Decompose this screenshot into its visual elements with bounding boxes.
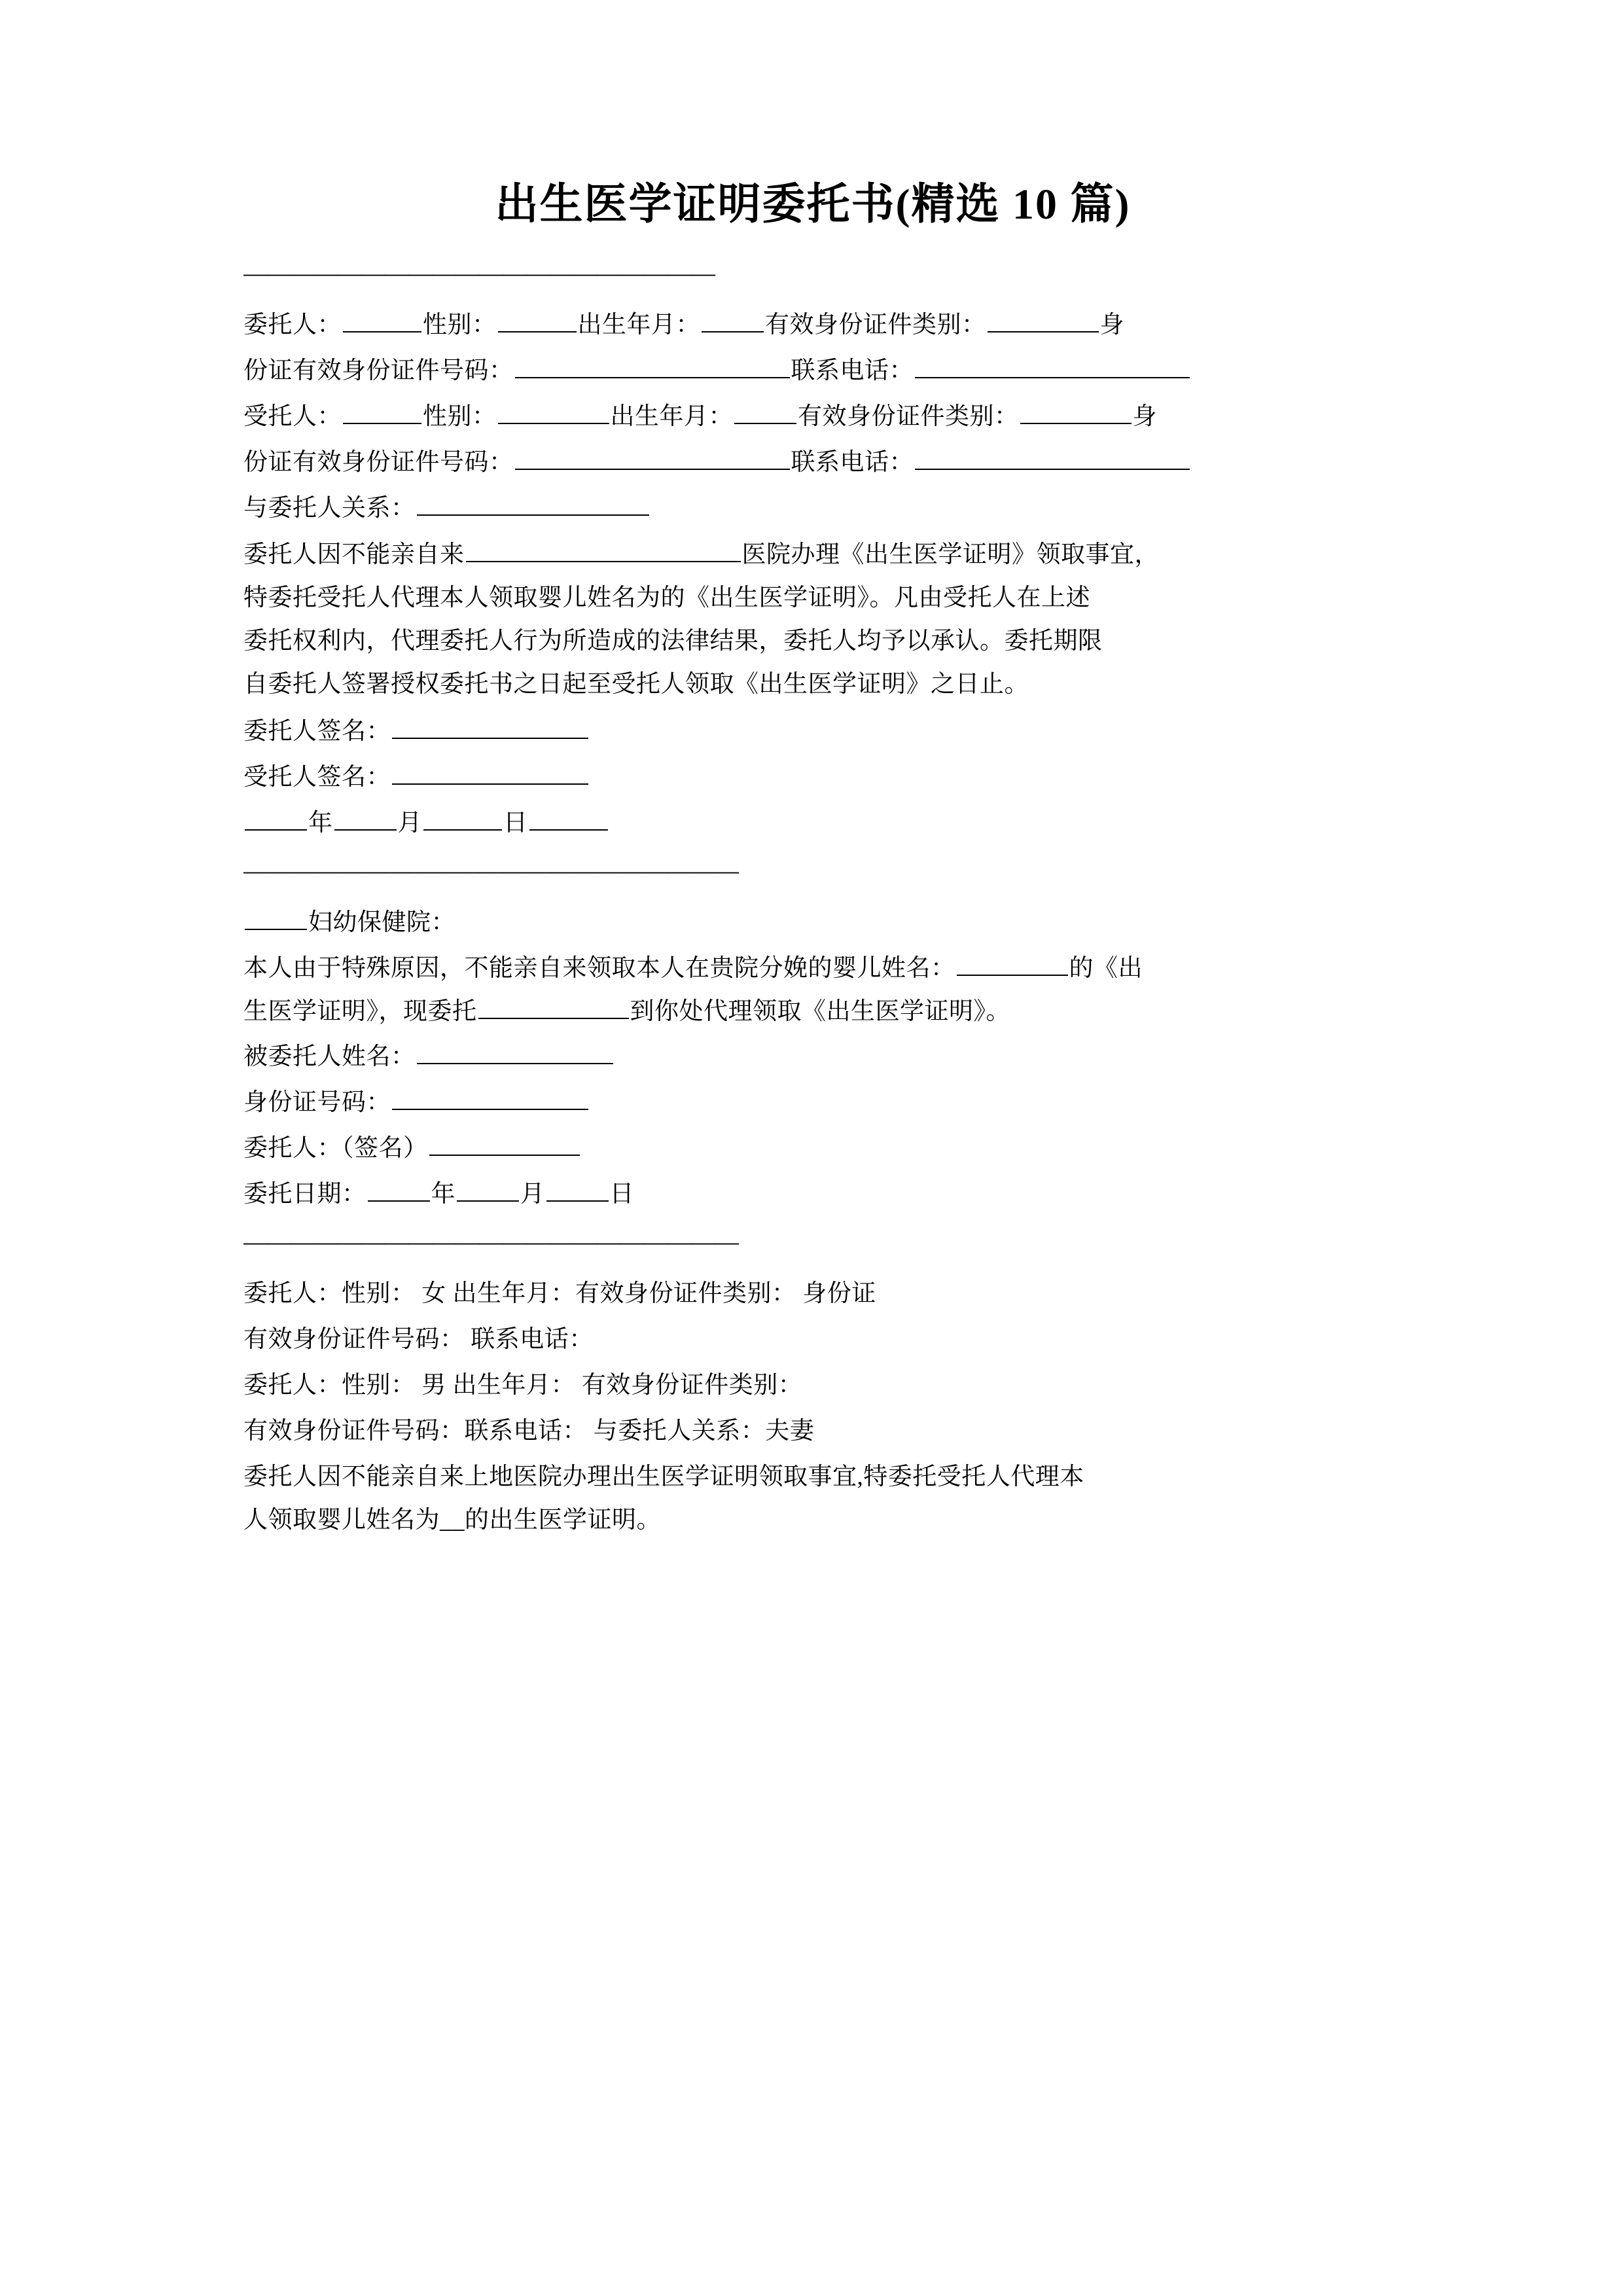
delegator-line-1 — [243, 304, 1382, 347]
delegator-id-suffix: 身 — [1099, 312, 1124, 339]
trustee-name-blank — [343, 399, 421, 424]
authorization-line-4: 自委托人签署授权委托书之日起至受托人领取《出生医学证明》之日止。 — [243, 671, 1029, 698]
page-title: 出生医学证明委托书(精选 10 篇) — [495, 181, 1131, 228]
trustee-idtype-label: 有效身份证件类别： — [798, 403, 1019, 430]
section-divider-2: ————————————————————— — [243, 857, 738, 884]
third-line-5: 委托人因不能亲自来上地医院办理出生医学证明领取事宜,特委托受托人代理本 — [243, 1463, 1084, 1490]
letter-idno-blank — [392, 1085, 588, 1110]
letter-month-blank — [457, 1177, 519, 1202]
letter-year-label: 年 — [431, 1181, 455, 1208]
trustee-phone-blank — [915, 445, 1190, 470]
trustee-line-1 — [243, 395, 1382, 439]
trustee-signature-blank — [392, 760, 588, 785]
letter-trustee-name-line — [243, 1035, 1382, 1079]
letter-date-line — [243, 1173, 1382, 1216]
addressee-blank — [245, 905, 307, 930]
letter-delegator-sign-line — [243, 1127, 1382, 1170]
letter-day-label: 日 — [609, 1181, 634, 1208]
delegator-line-2 — [243, 350, 1382, 393]
letter-trustee-name-label: 被委托人姓名： — [243, 1043, 416, 1071]
delegator-gender-label: 性别： — [423, 312, 497, 339]
delegator-info-block — [243, 304, 1382, 529]
sign-year-blank — [245, 806, 307, 831]
document-content — [243, 177, 1382, 1545]
baby-name-blank — [957, 951, 1068, 976]
third-line-3: 委托人：性别： 男 出生年月： 有效身份证件类别： — [243, 1372, 803, 1399]
trustee-signature-line — [243, 756, 1382, 799]
sign-year-label: 年 — [308, 809, 333, 836]
authorization-text-1: 委托人因不能亲自来 — [243, 541, 465, 569]
delegator-idtype-blank — [988, 308, 1099, 332]
delegator-label: 委托人： — [243, 312, 342, 339]
delegator-signature-blank — [392, 714, 588, 739]
sign-month-blank — [334, 806, 397, 831]
delegator-birth-blank — [702, 308, 764, 332]
delegator-birth-label: 出生年月： — [577, 312, 700, 339]
delegator-name-blank — [343, 308, 421, 332]
authorization-body — [243, 533, 1382, 706]
relationship-blank — [417, 491, 649, 516]
authorization-line-2: 特委托受托人代理本人领取婴儿姓名为的《出生医学证明》。凡由受托人在上述 — [243, 584, 1090, 612]
letter-body-line-1 — [243, 947, 1382, 990]
trustee-idno-label: 份证有效身份证件号码： — [243, 448, 514, 476]
signature-block — [243, 710, 1382, 845]
trustee-label: 受托人： — [243, 403, 342, 430]
trustee-signature-label: 受托人签名： — [243, 763, 391, 791]
letter-text-4: 到你处代理领取《出生医学证明》。 — [630, 997, 1010, 1025]
delegator-phone-label: 联系电话： — [791, 357, 914, 385]
delegator-idno-blank — [515, 353, 790, 378]
letter-delegator-sign-label: 委托人：（签名） — [243, 1135, 428, 1162]
delegator-idno-label: 份证有效身份证件号码： — [243, 357, 514, 385]
trustee-phone-label: 联系电话： — [791, 448, 914, 476]
letter-text-1: 本人由于特殊原因，不能亲自来领取本人在贵院分娩的婴儿姓名： — [243, 954, 955, 982]
trustee-birth-label: 出生年月： — [610, 403, 733, 430]
letter-date-label: 委托日期： — [243, 1181, 366, 1208]
authorization-text-2: 医院办理《出生医学证明》领取事宜， — [741, 541, 1159, 569]
letter-month-label: 月 — [520, 1181, 545, 1208]
letter-trustee-name-blank — [417, 1039, 613, 1064]
authorization-line-3: 委托权利内，代理委托人行为所造成的法律结果，委托人均予以承认。委托期限 — [243, 628, 1103, 655]
delegator-signature-label: 委托人签名： — [243, 717, 391, 745]
trustee-id-suffix: 身 — [1132, 403, 1157, 430]
trustee-gender-blank — [498, 399, 609, 424]
delegator-signature-line — [243, 710, 1382, 753]
relationship-label: 与委托人关系： — [243, 494, 416, 522]
letter-block — [243, 901, 1382, 1216]
delegator-idtype-label: 有效身份证件类别： — [765, 312, 986, 339]
letter-text-2: 的《出 — [1069, 954, 1143, 982]
letter-day-blank — [546, 1177, 609, 1202]
signature-date-line — [243, 802, 1382, 845]
section-divider-1: ———————————————————— — [243, 259, 715, 287]
letter-trustee-blank — [478, 994, 629, 1019]
third-line-2: 有效身份证件号码： 联系电话： — [243, 1326, 594, 1354]
third-line-1: 委托人：性别： 女 出生年月：有效身份证件类别： 身份证 — [243, 1280, 876, 1308]
letter-idno-line — [243, 1081, 1382, 1124]
addressee-label: 妇幼保健院： — [308, 908, 455, 936]
letter-delegator-sign-blank — [429, 1131, 580, 1156]
trustee-idno-blank — [515, 445, 790, 470]
third-line-4: 有效身份证件号码：联系电话： 与委托人关系：夫妻 — [243, 1417, 815, 1444]
letter-text-3: 生医学证明》，现委托 — [243, 997, 477, 1025]
sign-month-label: 月 — [397, 809, 422, 836]
section-divider-3: ————————————————————— — [243, 1228, 738, 1255]
delegator-phone-blank — [915, 353, 1190, 378]
letter-addressee-line — [243, 901, 1382, 944]
trustee-idtype-blank — [1020, 399, 1132, 424]
letter-idno-label: 身份证号码： — [243, 1089, 391, 1117]
trustee-birth-blank — [734, 399, 796, 424]
delegator-gender-blank — [498, 308, 577, 332]
sign-trailing-blank — [529, 806, 608, 831]
letter-year-blank — [368, 1177, 430, 1202]
third-section-block — [243, 1272, 1382, 1541]
trustee-line-2 — [243, 441, 1382, 484]
relationship-line — [243, 487, 1382, 530]
third-line-6: 人领取婴儿姓名为__的出生医学证明。 — [243, 1506, 661, 1534]
sign-day-label: 日 — [503, 809, 528, 836]
letter-body-line-2 — [243, 990, 1382, 1033]
trustee-gender-label: 性别： — [423, 403, 497, 430]
authorization-line-1 — [243, 533, 1382, 577]
hospital-blank — [466, 537, 741, 562]
sign-day-blank — [423, 806, 502, 831]
